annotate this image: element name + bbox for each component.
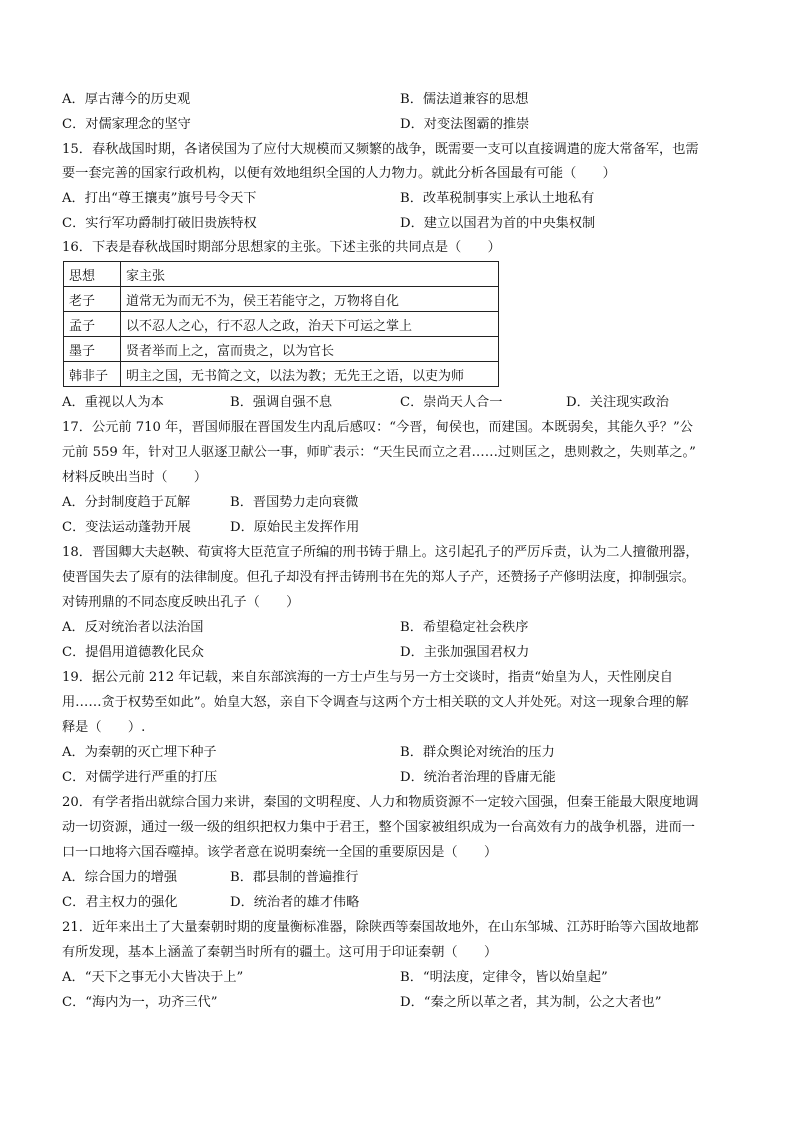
table-row (64, 312, 499, 337)
q18-option-c: C．提倡用道德教化民众 (62, 645, 204, 660)
q14-option-a: A．厚古薄今的历史观 (62, 92, 191, 107)
q17-stem-line-2: 元前 559 年，针对卫人驱逐卫献公一事，师旷表示：“天生民而立之君……过则匡之，患则救之，失则革之。” (62, 445, 696, 460)
q14-option-d: D．对变法图霸的推崇 (400, 117, 530, 132)
q20-option-d: D．统治者的雄才伟略 (230, 895, 360, 910)
table-cell: 家主张 (121, 262, 499, 287)
table-cell: 贤者举而上之，富而贵之，以为官长 (121, 337, 499, 362)
q19-option-b: B．群众舆论对统治的压力 (400, 745, 555, 760)
q19-option-a: A．为秦朝的灭亡埋下种子 (62, 745, 217, 760)
q15-option-a: A．打出“尊王攘夷”旗号号令天下 (62, 191, 257, 206)
q17-option-a: A．分封制度趋于瓦解 (62, 495, 191, 510)
table-cell: 明主之国，无书简之文，以法为教；无先王之语，以吏为师 (121, 362, 499, 387)
q17-option-d: D．原始民主发挥作用 (230, 520, 360, 535)
q20-option-c: C．君主权力的强化 (62, 895, 178, 910)
table-row (64, 287, 499, 312)
table-cell: 道常无为而无不为，侯王若能守之，万物将自化 (121, 287, 499, 312)
q20-option-b: B．郡县制的普遍推行 (230, 870, 359, 885)
q16-stem: 16．下表是春秋战国时期部分思想家的主张。下述主张的共同点是（ ） (62, 240, 501, 255)
table-cell: 以不忍人之心，行不忍人之政，治天下可运之掌上 (121, 312, 499, 337)
q18-stem-line-1: 18．晋国卿大夫赵鞅、荀寅将大臣范宣子所编的刑书铸于鼎上。这引起孔子的严厉斥责，认为二人擅徹刑器， (62, 545, 699, 560)
q17-stem-line-3: 材料反映出当时（ ） (62, 470, 208, 485)
table-cell: 老子 (64, 287, 121, 312)
q21-option-d: D．“秦之所以革之者，其为制，公之大者也” (400, 995, 662, 1010)
q21-stem-line-1: 21．近年来出土了大量秦朝时期的度量衡标准器，除陕西等秦国故地外，在山东邹城、江苏盱眙等六国故地都 (62, 920, 699, 935)
table-cell: 孟子 (64, 312, 121, 337)
table-cell: 韩非子 (64, 362, 121, 387)
q19-stem-line-1: 19．据公元前 212 年记载，来自东部滨海的一方士卢生与另一方士交谈时，指责“始皇为人，天性刚戾自 (62, 670, 673, 685)
q14-option-c: C．对儒家理念的坚守 (62, 117, 191, 132)
q18-stem-line-3: 对铸刑鼎的不同态度反映出孔子（ ） (62, 595, 300, 610)
q21-option-a: A．“天下之事无小大皆决于上” (62, 970, 244, 985)
q15-stem-line-2: 要一套完善的国家行政机构，以便有效地组织全国的人力物力。就此分析各国最有可能（ ） (62, 166, 616, 181)
q14-option-b: B．儒法道兼容的思想 (400, 92, 529, 107)
table-row (64, 337, 499, 362)
table-row (64, 262, 499, 287)
q16-option-b: B．强调自强不息 (230, 395, 333, 410)
table-cell: 思想 (64, 262, 121, 287)
q20-stem-line-1: 20．有学者指出就综合国力来讲，秦国的文明程度、人力和物质资源不一定较六国强，但秦王能最大限度地调 (62, 795, 699, 810)
q20-stem-line-2: 动一切资源，通过一级一级的组织把权力集中于君王，整个国家被组织成为一台高效有力的战争机器，进而一 (62, 820, 695, 835)
table-cell: 墨子 (64, 337, 121, 362)
q15-option-b: B．改革税制事实上承认土地私有 (400, 191, 595, 206)
q17-stem-line-1: 17．公元前 710 年，晋国师服在晋国发生内乱后感叹：“今晋，甸侯也，而建国。本既弱矣，其能久乎？”公 (62, 420, 693, 435)
table-row (64, 362, 499, 387)
q19-stem-line-3: 释是（ ）. (62, 720, 146, 735)
q16-thinkers-table (63, 261, 499, 387)
q19-stem-line-2: 用……贪于权势至如此”。始皇大怒，亲自下令调查与这两个方士相关联的文人并处死。对这一现象合理的解 (62, 695, 689, 710)
q15-option-c: C．实行军功爵制打破旧贵族特权 (62, 216, 257, 231)
q16-option-d: D．关注现实政治 (566, 395, 669, 410)
q17-option-c: C．变法运动蓬勃开展 (62, 520, 191, 535)
q18-option-b: B．希望稳定社会秩序 (400, 620, 529, 635)
q19-option-c: C．对儒学进行严重的打压 (62, 770, 218, 785)
q16-option-a: A．重视以人为本 (62, 395, 164, 410)
q18-option-d: D．主张加强国君权力 (400, 645, 530, 660)
q15-option-d: D．建立以国君为首的中央集权制 (400, 216, 596, 231)
q18-stem-line-2: 使晋国失去了原有的法律制度。但孔子却没有抨击铸刑书在先的郑人子产，还赞扬子产修明法度，抑制强宗。 (62, 570, 695, 585)
q21-option-c: C．“海内为一，功齐三代” (62, 995, 218, 1010)
q21-option-b: B．“明法度，定律令，皆以始皇起” (400, 970, 608, 985)
q17-option-b: B．晋国势力走向衰微 (230, 495, 359, 510)
q16-option-c: C．崇尚天人合一 (400, 395, 503, 410)
q19-option-d: D．统治者治理的昏庸无能 (400, 770, 556, 785)
q18-option-a: A．反对统治者以法治国 (62, 620, 204, 635)
q20-stem-line-3: 口一口地将六国吞噬掉。该学者意在说明秦统一全国的重要原因是（ ） (62, 845, 498, 860)
q20-option-a: A．综合国力的增强 (62, 870, 178, 885)
q21-stem-line-2: 有所发现，基本上涵盖了秦朝当时所有的疆土。这可用于印证秦朝（ ） (62, 945, 498, 960)
q15-stem-line-1: 15．春秋战国时期，各诸侯国为了应付大规模而又频繁的战争，既需要一支可以直接调遣的庞大常备军，也需 (62, 142, 699, 157)
